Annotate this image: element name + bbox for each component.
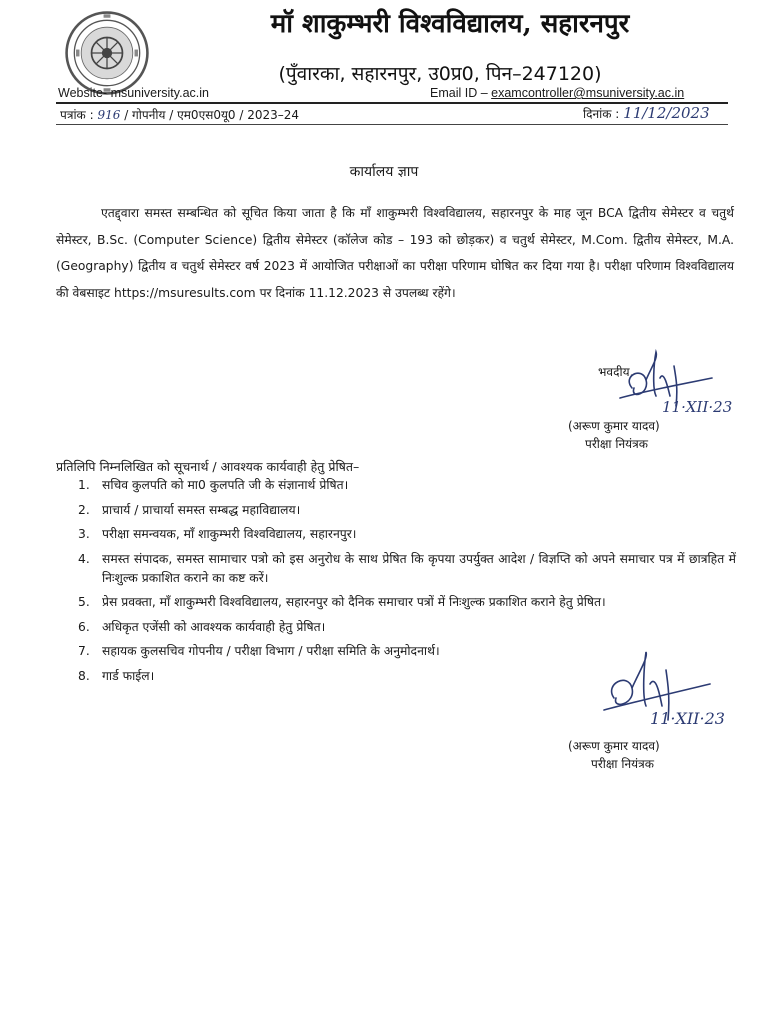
university-address: (पुँवारका, सहारनपुर, उ0प्र0, पिन–247120) [278, 63, 602, 85]
copy-item [56, 618, 736, 637]
copy-item-text: सचिव कुलपति को मा0 कुलपति जी के संज्ञानार्थ प्रेषित। [102, 478, 349, 492]
email-address: examcontroller@msuniversity.ac.in [491, 86, 685, 100]
copy-item-number: 1. [78, 478, 90, 492]
reference-number [60, 106, 299, 123]
copy-item [56, 550, 736, 588]
university-name: मॉ शाकुम्भरी विश्वविद्यालय, सहारनपुर [270, 9, 630, 39]
reference-prefix: पत्रांक : [60, 108, 94, 122]
copy-item-text: सहायक कुलसचिव गोपनीय / परीक्षा विभाग / परीक्षा समिति के अनुमोदनार्थ। [102, 644, 440, 658]
reference-divider [56, 124, 728, 125]
university-seal-icon [64, 10, 150, 96]
closing-salutation: भवदीय, [598, 365, 634, 379]
copy-item-number: 8. [78, 668, 90, 683]
website-label: Website- msuniversity.ac.in [58, 86, 209, 100]
signatory-2-designation: परीक्षा नियंत्रक [591, 757, 654, 771]
reference-handwritten-number: 916 [97, 108, 121, 122]
copy-item-text: परीक्षा समन्वयक, माँ शाकुम्भरी विश्वविद्यालय, सहारनपुर। [102, 527, 357, 541]
copy-item-text: अधिकृत एजेंसी को आवश्यक कार्यवाही हेतु प्रेषित। [102, 619, 326, 634]
reference-suffix: / गोपनीय / एम0एस0यू0 / 2023–24 [124, 108, 300, 122]
signatory-1-designation: परीक्षा नियंत्रक [585, 437, 648, 451]
copy-item [56, 525, 736, 544]
copy-item-text: प्रेस प्रवक्ता, माँ शाकुम्भरी विश्वविद्यालय, सहारनपुर को दैनिक समाचार पत्रों में निःशुल्क प्रकाशित कराने हेतु प्रेषित। [102, 595, 606, 609]
copy-item-text: गार्ड फाईल। [102, 668, 155, 683]
date-handwritten-value: 11/12/2023 [623, 104, 710, 122]
copy-item [56, 501, 736, 520]
copy-item-number: 7. [78, 644, 90, 658]
copy-item-number: 4. [78, 551, 90, 566]
signatory-1-name: (अरूण कुमार यादव) [568, 419, 660, 433]
copy-to-heading: प्रतिलिपि निम्नलिखित को सूचनार्थ / आवश्यक कार्यवाही हेतु प्रेषित– [56, 459, 360, 474]
copy-item-number: 6. [78, 619, 90, 634]
memo-title: कार्यालय ज्ञाप [349, 164, 419, 180]
copy-item-text: प्राचार्य / प्राचार्या समस्त सम्बद्ध महाविद्यालय। [102, 502, 301, 517]
signatory-2-name: (अरूण कुमार यादव) [568, 739, 660, 753]
memo-body: एतद्द्वारा समस्त सम्बन्धित को सूचित किया जाता है कि माँ शाकुम्भरी विश्वविद्यालय, सहारनपुर के माह जून BCA द्वितीय सेमेस्टर व चतुर्थ सेमेस्टर, B.Sc. (Computer Science) द्वितीय सेमेस्टर (कॉलेज कोड – 193 को छोड़कर) व चतुर्थ सेमेस्टर, M.Com. द्वितीय सेमेस्टर, M.A. (Geography) द्वितीय व चतुर्थ सेमेस्टर वर्ष 2023 में आयोजित परीक्षाओं का परीक्षा परिणाम घोषित कर दिया गया है। परीक्षा परिणाम विश्वविद्यालय की वेबसाइट https://msuresults.com पर दिनांक 11.12.2023 से उपलब्ध रहेंगे। [56, 206, 734, 300]
memo-date [583, 104, 710, 122]
copy-item-number: 5. [78, 595, 90, 609]
signature-1-date: 11·XII·23 [662, 398, 733, 416]
signature-1 [612, 348, 742, 418]
copy-item [56, 593, 736, 612]
copy-item-number: 2. [78, 502, 90, 517]
date-label: दिनांक : [583, 107, 620, 121]
email-label: Email ID – [430, 86, 488, 100]
copy-item-text: समस्त संपादक, समस्त सामाचार पत्रो को इस अनुरोध के साथ प्रेषित कि कृपया उपर्युक्त आदेश / विज्ञप्ति को अपने समाचार पत्र में छात्रहित में निःशुल्क प्रकाशित कराने का कष्ट करें। [102, 551, 736, 585]
copy-item-number: 3. [78, 527, 90, 541]
signature-2 [598, 650, 743, 734]
signature-2-date: 11·XII·23 [650, 709, 725, 728]
copy-item [56, 476, 736, 495]
email-line [430, 86, 684, 100]
